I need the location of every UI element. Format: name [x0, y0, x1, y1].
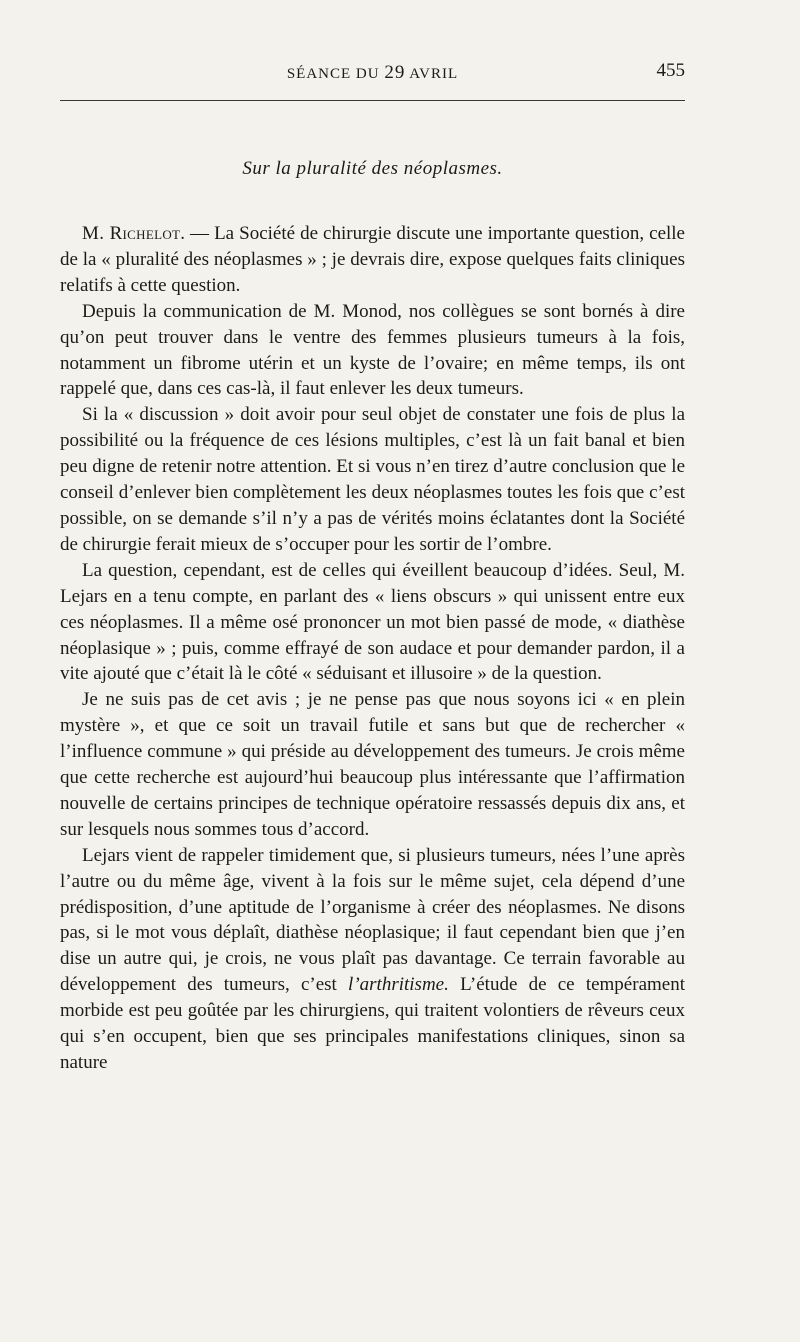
paragraph-6-text-before: Lejars vient de rappeler timidement que, si plusieurs tumeurs, nées l’une après l’autre ou du même âge, vivent à la fois sur le même sujet, cela dépend d’une prédisposition, d’une aptitude de l’organisme à créer des néoplasmes. Ne disons pas, si le mot vous déplaît, diathèse néoplasique; il faut cependant bien que j’en dise un autre qui, je crois, ne vous plaît pas davantage. Ce terrain favorable au développement des tumeurs, c’est — [60, 844, 685, 996]
paragraph-1 — [60, 221, 685, 299]
running-title — [60, 62, 685, 84]
page-number: 455 — [656, 60, 685, 81]
running-title-prefix: SÉANCE DU — [286, 66, 385, 82]
paragraph-2: Depuis la communication de M. Monod, nos collègues se sont bornés à dire qu’on peut trouver dans le ventre des femmes plusieurs tumeurs à la fois, notamment un fibrome utérin et un kyste de l’ovaire; en même temps, ils ont rappelé que, dans ces cas-là, il faut enlever les deux tumeurs. — [60, 300, 685, 400]
paragraph-1-text: . — La Société de chirurgie discute une importante question, celle de la « pluralité des néoplasmes » ; je devrais dire, expose quelques faits cliniques relatifs à cette question. — [60, 223, 685, 296]
paragraph-3: Si la « discussion » doit avoir pour seul objet de constater une fois de plus la possibilité ou la fréquence de ces lésions multiples, c’est là un fait banal et bien peu digne de retenir notre attention. Et si vous n’en tirez d’autre conclusion que le conseil d’enlever bien complètement les deux néoplasmes toutes les fois que c’est possible, on se demande s’il n’y a pas de vérités moins éclatantes dont la Société de chirurgie ferait mieux de s’occuper pour les sortir de l’ombre. — [60, 404, 685, 555]
paragraph-6-emphasis: l’arthritisme. — [348, 974, 449, 996]
running-head — [60, 60, 685, 90]
speaker-name: Richelot — [109, 223, 181, 244]
speaker-prefix: M. — [82, 223, 110, 244]
paragraph-6 — [60, 843, 685, 1076]
running-title-day: 29 — [384, 62, 406, 83]
section-title: Sur la pluralité des néoplasmes. — [242, 158, 503, 179]
header-rule — [60, 100, 685, 101]
paragraph-5: Je ne suis pas de cet avis ; je ne pense pas que nous soyons ici « en plein mystère », et que ce soit un travail futile et sans but que de rechercher « l’influence commune » qui préside au développement des tumeurs. Je crois même que cette recherche est aujourd’hui beaucoup plus intéressante que l’affirmation nouvelle de certains principes de technique opératoire ressassés depuis dix ans, et sur lesquels nous sommes tous d’accord. — [60, 689, 685, 840]
body-text — [60, 221, 685, 1076]
paragraph-4: La question, cependant, est de celles qui éveillent beaucoup d’idées. Seul, M. Lejars en a tenu compte, en parlant des « liens obscurs » qui unissent entre eux ces néoplasmes. Il a même osé prononcer un mot bien passé de mode, « diathèse néoplasique » ; puis, comme effrayé de son audace et pour demander pardon, il a vite ajouté que c’était là le côté « séduisant et illusoire » de la question. — [60, 559, 685, 685]
paragraph-6-text-after: L’étude de ce tempérament morbide est peu goûtée par les chirurgiens, qui traitent volontiers de rêveurs ceux qui s’en occupent, bien que ses principales manifestations cliniques, sinon sa nature — [60, 974, 685, 1073]
running-title-suffix: AVRIL — [405, 66, 459, 82]
